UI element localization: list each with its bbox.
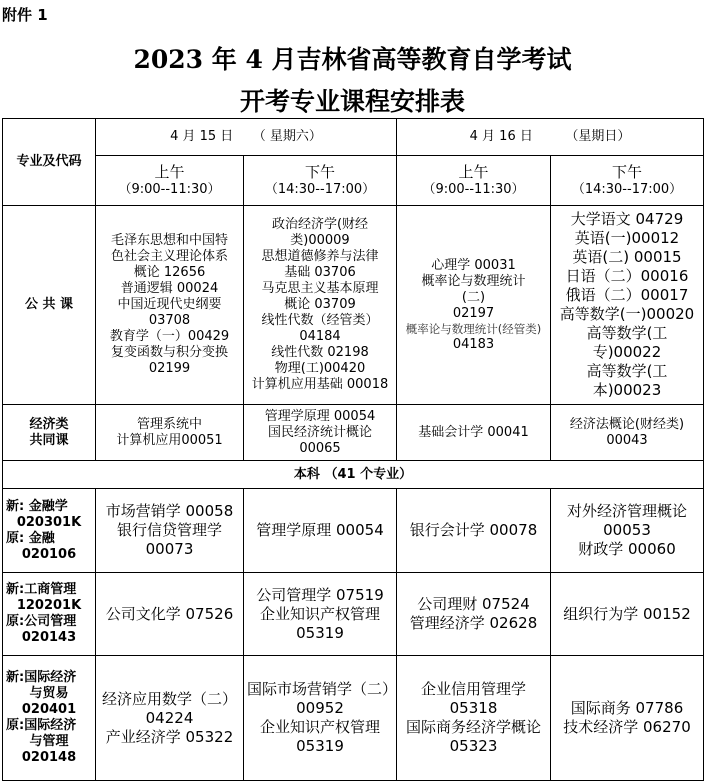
econ-label bbox=[3, 405, 96, 461]
session-label: 上午 bbox=[458, 163, 489, 181]
cell-line: 计算机应用基础 00018 bbox=[251, 377, 389, 392]
cell-line: 020143 bbox=[21, 630, 77, 645]
cell bbox=[397, 405, 551, 461]
cell bbox=[397, 573, 551, 656]
session-header bbox=[551, 156, 704, 206]
cell-line: 原: 金融 bbox=[6, 530, 55, 546]
cell-line: 管理系统中 bbox=[136, 416, 202, 432]
cell-line: 基础会计学 00041 bbox=[418, 424, 529, 440]
cell-line: 管理学原理 00054 bbox=[256, 521, 384, 539]
cell-line: 00952 bbox=[296, 699, 344, 717]
cell-line: 复变函数与积分变换 bbox=[110, 345, 228, 360]
major-label bbox=[3, 489, 96, 573]
cell-line: 马克思主义基本原理 bbox=[261, 281, 379, 296]
session-header bbox=[397, 156, 551, 206]
cell bbox=[551, 656, 704, 781]
session-label: 下午 bbox=[611, 163, 642, 181]
day2-header: 4 月 16 日 （星期日） bbox=[397, 119, 704, 156]
cell bbox=[397, 656, 551, 781]
cell-line: 管理学原理 00054 bbox=[264, 408, 376, 424]
cell-line: 05323 bbox=[449, 737, 498, 755]
cell-line: 00043 bbox=[606, 432, 648, 448]
table-row bbox=[3, 573, 704, 656]
cell bbox=[96, 656, 244, 781]
cell-line: 高等数学(工本)00023 bbox=[586, 362, 668, 399]
cell-line: 类)00009 bbox=[290, 233, 350, 248]
cell bbox=[96, 405, 244, 461]
public-label: 公 共 课 bbox=[3, 206, 96, 405]
cell-line: 英语(一)00012 bbox=[574, 229, 680, 247]
cell-line: 国民经济统计概论 bbox=[267, 424, 372, 440]
session-time: （9:00--11:30） bbox=[422, 182, 525, 197]
cell-line: 心理学 00031 bbox=[431, 257, 516, 273]
cell-line: 新: 金融学 bbox=[6, 498, 68, 514]
cell-line: 概论 03709 bbox=[284, 297, 356, 312]
cell-line: 概率论与数理统计(经管类) bbox=[405, 321, 542, 336]
cell bbox=[244, 656, 397, 781]
session-time: （14:30--17:00） bbox=[264, 182, 376, 197]
cell bbox=[244, 206, 397, 405]
cell-line: 线性代数 02198 bbox=[271, 345, 369, 360]
cell bbox=[244, 489, 397, 573]
cell-line: 公司管理学 07519 bbox=[256, 585, 384, 604]
page-title: 2023 年 4 月吉林省高等教育自学考试 bbox=[133, 45, 572, 74]
table-row bbox=[3, 489, 704, 573]
cell-line: 概率论与数理统计 bbox=[421, 273, 526, 289]
cell-line: 020301K bbox=[16, 514, 82, 530]
session-header bbox=[96, 156, 244, 206]
cell-line: 企业信用管理学 05318 bbox=[420, 680, 526, 717]
table-row bbox=[3, 656, 704, 781]
cell-line: 思想道德修养与法律 bbox=[261, 249, 379, 264]
cell-line: 公司文化学 07526 bbox=[105, 604, 234, 623]
cell-lines bbox=[400, 258, 547, 322]
cell-line: 020148 bbox=[21, 750, 77, 765]
page-subtitle: 开考专业课程安排表 bbox=[239, 87, 465, 116]
cell-line: 04184 bbox=[299, 329, 341, 344]
section-header: 本科 （41 个专业） bbox=[3, 461, 704, 489]
cell-line: 05319 bbox=[296, 737, 344, 755]
cell bbox=[397, 206, 551, 405]
cell-line: 00073 bbox=[145, 540, 194, 558]
cell-line: 00065 bbox=[299, 440, 341, 456]
session-header bbox=[244, 156, 397, 206]
cell-line: 教育学（一）00429 bbox=[109, 329, 230, 344]
cell-line: 与贸易 bbox=[29, 686, 69, 701]
cell-line: 高等数学(工专)00022 bbox=[586, 324, 668, 361]
cell bbox=[244, 573, 397, 656]
session-label: 上午 bbox=[154, 163, 185, 181]
cell-line: 04224 bbox=[145, 708, 194, 727]
cell-line: 基础 03706 bbox=[284, 265, 356, 280]
cell-line: 04183 bbox=[452, 336, 495, 352]
attachment-label: 附件 1 bbox=[2, 6, 48, 24]
cell-line: 物理(工)00420 bbox=[274, 361, 366, 376]
cell-line: 中国近现代史纲要 bbox=[117, 297, 222, 312]
major-label bbox=[3, 656, 96, 781]
cell bbox=[244, 405, 397, 461]
session-time: （9:00--11:30） bbox=[118, 182, 221, 197]
cell-line: 与管理 bbox=[29, 734, 69, 749]
cell-line: 高等数学(一)00020 bbox=[559, 305, 695, 323]
cell-line: 02199 bbox=[148, 361, 191, 376]
cell-line: 市场营销学 00058 bbox=[105, 502, 234, 520]
cell-line: 产业经济学 05322 bbox=[105, 727, 234, 746]
cell-line: 对外经济管理概论 bbox=[566, 502, 687, 520]
cell bbox=[96, 206, 244, 405]
major-column-header: 专业及代码 bbox=[3, 119, 96, 206]
cell-line: 新:工商管理 bbox=[6, 582, 77, 597]
cell-line: 普通逻辑 00024 bbox=[120, 281, 219, 296]
cell-line: (二) bbox=[461, 289, 486, 305]
cell bbox=[551, 489, 704, 573]
cell bbox=[551, 405, 704, 461]
cell-line: 政治经济学(财经 bbox=[271, 217, 369, 232]
cell-line: 经济类 bbox=[29, 416, 69, 432]
cell-line: 新:国际经济 bbox=[6, 670, 77, 685]
cell-line: 俄语（二）00017 bbox=[565, 286, 689, 304]
cell-line: 色社会主义理论体系 bbox=[110, 249, 228, 264]
cell-line: 120201K bbox=[16, 598, 82, 613]
session-time: （14:30--17:00） bbox=[571, 182, 683, 197]
cell-line: 线性代数（经管类） bbox=[261, 313, 379, 328]
cell-line: 国际商务经济学概论 bbox=[405, 718, 541, 736]
cell-line: 日语（二）00016 bbox=[565, 267, 689, 285]
cell-line: 管理经济学 02628 bbox=[409, 614, 538, 632]
schedule-table bbox=[2, 118, 704, 781]
cell-line: 020106 bbox=[21, 546, 77, 562]
cell bbox=[96, 573, 244, 656]
cell-line: 大学语文 04729 bbox=[570, 210, 684, 228]
cell-line: 国际市场营销学（二） bbox=[247, 680, 398, 698]
major-label bbox=[3, 573, 96, 656]
cell-line: 英语(二) 00015 bbox=[572, 248, 682, 266]
cell-line: 共同课 bbox=[29, 432, 69, 448]
cell-line: 02197 bbox=[452, 305, 495, 321]
cell-line: 概论 12656 bbox=[133, 265, 206, 280]
cell-line: 技术经济学 06270 bbox=[563, 718, 691, 736]
cell-line: 020401 bbox=[21, 702, 77, 717]
cell-line: 公司理财 07524 bbox=[417, 595, 530, 613]
cell bbox=[397, 489, 551, 573]
cell-line: 原:公司管理 bbox=[6, 614, 77, 629]
cell bbox=[96, 489, 244, 573]
cell-line: 计算机应用00051 bbox=[116, 432, 223, 448]
cell-line: 企业知识产权管理 bbox=[259, 604, 380, 623]
day1-header: 4 月 15 日 （ 星期六） bbox=[96, 119, 397, 156]
cell-line: 组织行为学 00152 bbox=[563, 604, 691, 623]
cell bbox=[551, 206, 704, 405]
cell-line: 03708 bbox=[148, 313, 191, 328]
cell-line: 银行信贷管理学 bbox=[116, 521, 222, 539]
cell-line: 国际商务 07786 bbox=[570, 699, 684, 717]
cell-line: 毛泽东思想和中国特 bbox=[110, 233, 228, 248]
cell-line: 05319 bbox=[296, 623, 344, 642]
session-label: 下午 bbox=[304, 163, 335, 181]
cell-line: 经济法概论(财经类) bbox=[569, 416, 685, 432]
cell-line: 财政学 00060 bbox=[578, 540, 676, 558]
cell-line: 企业知识产权管理 bbox=[259, 718, 380, 736]
cell-line: 经济应用数学（二） bbox=[101, 689, 237, 708]
cell-line: 银行会计学 00078 bbox=[409, 521, 538, 539]
cell-line: 原:国际经济 bbox=[6, 718, 77, 733]
cell-line: 00053 bbox=[603, 521, 651, 539]
cell bbox=[551, 573, 704, 656]
